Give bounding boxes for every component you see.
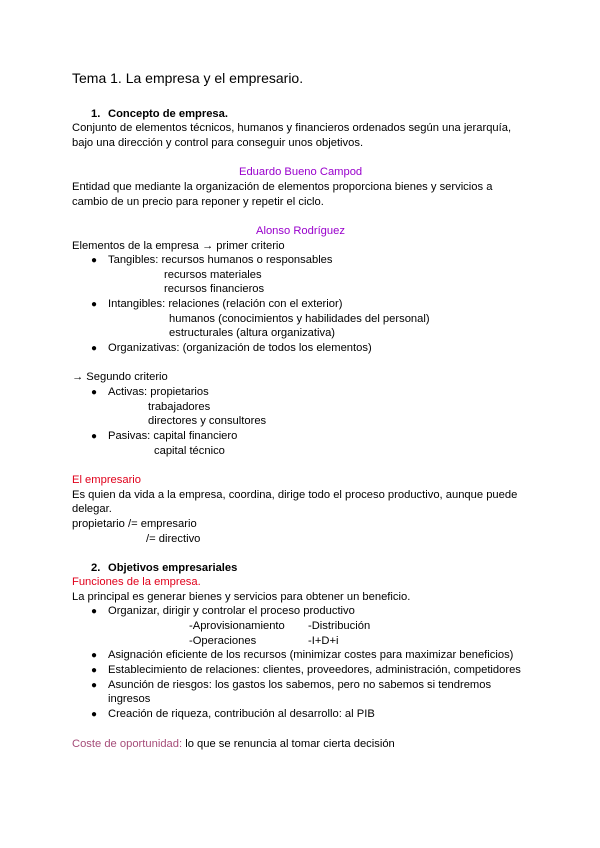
bullet-icon: ● <box>91 680 98 691</box>
section-number: 1. <box>91 108 101 120</box>
criterion-line: Elementos de la empresa → primer criterio <box>72 240 285 252</box>
bullet-icon: ● <box>91 299 98 310</box>
bullet-icon: ● <box>91 431 98 442</box>
criterion-line: → Segundo criterio <box>72 371 168 383</box>
bullet-icon: ● <box>91 343 98 354</box>
definition-line: bajo una dirección y control para conseguir unos objetivos. <box>72 137 364 149</box>
list-item-continuation: trabajadores <box>148 401 211 413</box>
list-item-continuation: directores y consultores <box>148 415 267 427</box>
bullet-icon: ● <box>91 665 98 676</box>
section-number: 2. <box>91 562 101 574</box>
section-heading: Objetivos empresariales <box>108 562 238 574</box>
list-item-continuation: -Distribución <box>308 620 371 632</box>
list-item-continuation: humanos (conocimientos y habilidades del personal) <box>169 313 430 325</box>
subsection-heading: El empresario <box>72 474 142 486</box>
subsection-heading: Funciones de la empresa. <box>72 576 201 588</box>
list-item: Intangibles: relaciones (relación con el exterior) <box>108 298 343 310</box>
paragraph-line: La principal es generar bienes y servicios para obtener un beneficio. <box>72 591 411 603</box>
bullet-icon: ● <box>91 255 98 266</box>
list-item: Establecimiento de relaciones: clientes, proveedores, administración, competidores <box>108 664 521 676</box>
list-item: Asunción de riesgos: los gastos los sabemos, pero no sabemos si tendremos <box>108 679 492 691</box>
author-name: Eduardo Bueno Campod <box>239 166 363 178</box>
page-title: Tema 1. La empresa y el empresario. <box>72 70 304 86</box>
definition-line: Entidad que mediante la organización de elementos proporciona bienes y servicios a <box>72 181 493 193</box>
list-item: Asignación eficiente de los recursos (minimizar costes para maximizar beneficios) <box>108 649 514 661</box>
definition-line: cambio de un precio para reponer y repetir el ciclo. <box>72 196 324 208</box>
list-item-continuation: -Aprovisionamiento <box>189 620 285 632</box>
bullet-icon: ● <box>91 650 98 661</box>
list-item: Activas: propietarios <box>108 386 209 398</box>
list-item-continuation: recursos materiales <box>164 269 262 281</box>
list-item-continuation: capital técnico <box>154 445 225 457</box>
list-item-continuation: -Operaciones <box>189 635 257 647</box>
bullet-icon: ● <box>91 387 98 398</box>
bullet-icon: ● <box>91 709 98 720</box>
list-item-continuation: -I+D+i <box>308 635 339 647</box>
list-item: Pasivas: capital financiero <box>108 430 238 442</box>
author-name: Alonso Rodríguez <box>256 225 345 237</box>
definition-line: Conjunto de elementos técnicos, humanos y financieros ordenados según una jerarquía, <box>72 122 512 134</box>
list-item: Tangibles: recursos humanos o responsables <box>108 254 333 266</box>
paragraph-line: delegar. <box>72 503 112 515</box>
list-item: Creación de riqueza, contribución al desarrollo: al PIB <box>108 708 375 720</box>
definition-line <box>72 737 395 751</box>
list-item-continuation: recursos financieros <box>164 283 265 295</box>
list-item: Organizativas: (organización de todos los elementos) <box>108 342 372 354</box>
term-label: Coste de oportunidad: <box>72 738 183 750</box>
paragraph-line: Es quien da vida a la empresa, coordina, dirige todo el proceso productivo, aunque puede <box>72 489 518 501</box>
list-item-continuation: ingresos <box>108 693 151 705</box>
paragraph-line: propietario /= empresario <box>72 518 197 530</box>
term-definition: lo que se renuncia al tomar cierta decisión <box>182 738 395 750</box>
bullet-icon: ● <box>91 606 98 617</box>
section-heading: Concepto de empresa. <box>108 108 228 120</box>
list-item: Organizar, dirigir y controlar el proceso productivo <box>108 605 355 617</box>
list-item-continuation: estructurales (altura organizativa) <box>169 327 336 339</box>
paragraph-line: /= directivo <box>146 533 201 545</box>
